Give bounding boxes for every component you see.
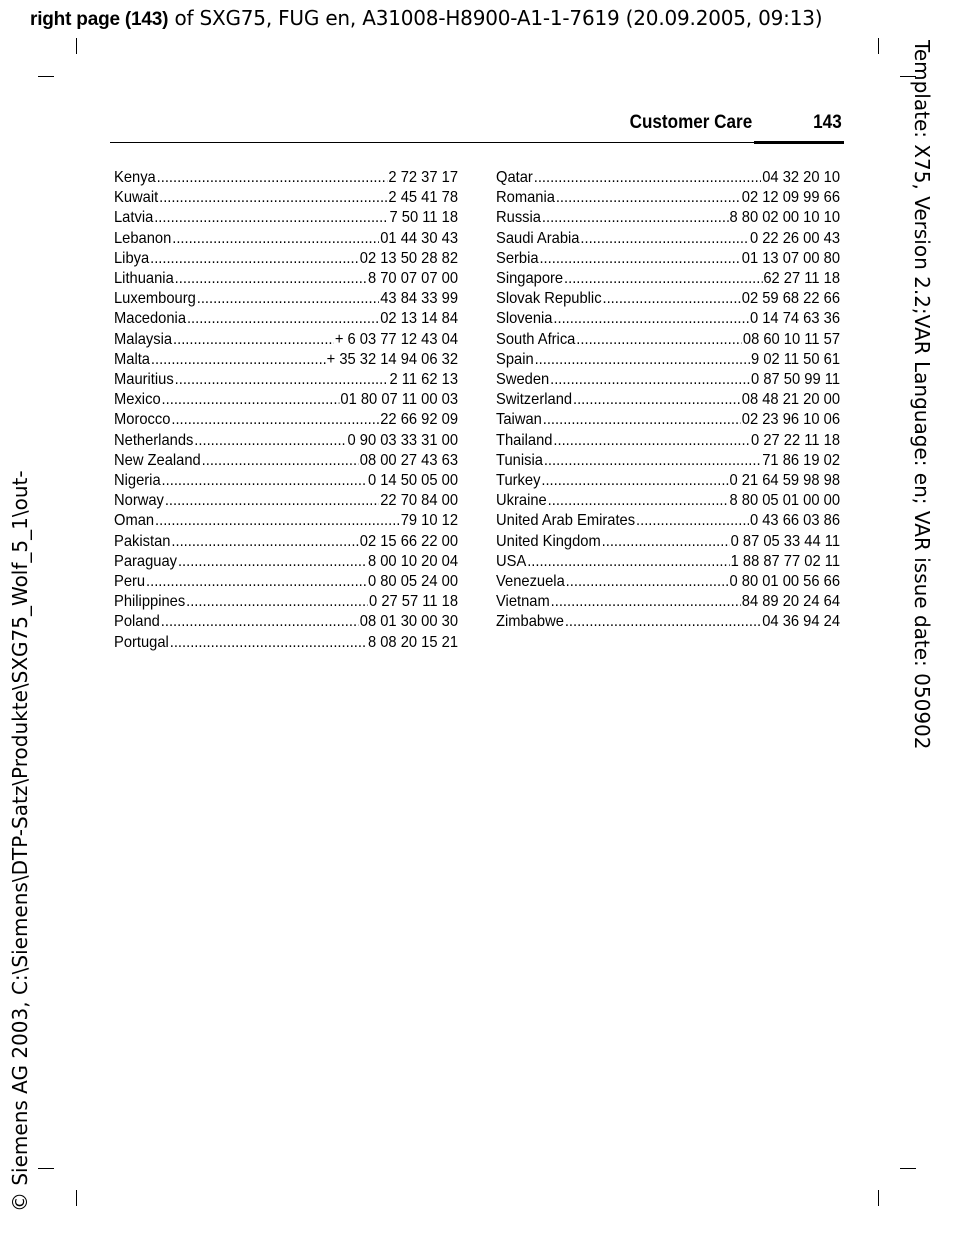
country-name: Paraguay [114, 552, 178, 570]
dot-leader [162, 390, 340, 410]
list-item [496, 491, 840, 511]
phone-number: 0 27 22 11 18 [751, 431, 841, 449]
phone-number: 43 84 33 99 [380, 290, 459, 308]
phone-number: 08 01 30 00 30 [359, 613, 459, 631]
dot-leader [541, 471, 728, 491]
list-item [114, 532, 458, 552]
country-name: Luxembourg [114, 290, 196, 308]
phone-number: 0 14 74 63 36 [749, 310, 841, 328]
country-name: South Africa [496, 330, 576, 348]
country-name: Kenya [114, 169, 156, 186]
page-number: 143 [813, 112, 842, 133]
list-item [496, 269, 840, 289]
dot-leader [202, 451, 359, 471]
country-name: New Zealand [114, 451, 201, 469]
phone-number: 84 89 20 24 64 [741, 593, 841, 611]
template-info-vertical: Template: X75, Version 2.2;VAR Language: en; VAR issue date: 050902 [910, 40, 934, 750]
crop-mark-bottom-right-vertical [878, 1190, 879, 1206]
list-item [114, 208, 458, 228]
country-name: Russia [496, 209, 541, 227]
country-name: Poland [114, 613, 160, 631]
phone-number: 0 21 64 59 98 98 [729, 472, 841, 490]
list-item [114, 491, 458, 511]
country-name: Philippines [114, 593, 186, 611]
phone-number: 02 13 50 28 82 [359, 249, 459, 267]
page-header [110, 108, 844, 146]
phone-number: + 6 03 77 12 43 04 [334, 330, 459, 348]
list-item [114, 552, 458, 572]
dot-leader [186, 592, 368, 612]
country-name: Malaysia [114, 330, 173, 348]
crop-mark-bottom-left-vertical [76, 1190, 77, 1206]
list-item [496, 350, 840, 370]
list-item [114, 633, 458, 653]
section-title: Customer Care [629, 112, 752, 133]
phone-number: 0 87 05 33 44 11 [730, 532, 841, 550]
dot-leader [161, 612, 359, 632]
list-item [496, 188, 840, 208]
country-name: Zimbabwe [496, 613, 564, 631]
list-item [496, 330, 840, 350]
country-name: Peru [114, 573, 146, 591]
phone-number: 04 36 94 24 [762, 613, 841, 631]
list-item [496, 168, 840, 188]
phone-number: 22 70 84 00 [380, 492, 459, 510]
dot-leader [197, 289, 380, 309]
dot-leader [565, 612, 761, 632]
list-item [496, 511, 840, 531]
list-item [496, 552, 840, 572]
phone-list-right-column [496, 168, 840, 633]
print-meta-page-ref: right page (143) [30, 9, 169, 30]
dot-leader [602, 532, 730, 552]
list-item [114, 451, 458, 471]
country-name: Serbia [496, 249, 539, 267]
country-name: Kuwait [114, 189, 159, 207]
country-name: Portugal [114, 633, 169, 651]
country-name: Mexico [114, 391, 161, 409]
country-name: Mauritius [114, 371, 174, 389]
country-name: Qatar [496, 169, 533, 186]
phone-number: 01 13 07 00 80 [741, 249, 841, 267]
dot-leader [566, 572, 729, 592]
list-item [496, 532, 840, 552]
country-name: Pakistan [114, 532, 171, 550]
list-item [496, 612, 840, 632]
country-name: Spain [496, 350, 534, 368]
list-item [114, 572, 458, 592]
dot-leader [542, 208, 729, 228]
dot-leader [159, 188, 387, 208]
dot-leader [573, 390, 741, 410]
country-name: USA [496, 552, 527, 570]
country-name: Netherlands [114, 431, 194, 449]
dot-leader [602, 289, 740, 309]
dot-leader [187, 309, 379, 329]
dot-leader [157, 168, 388, 188]
phone-number: + 35 32 14 94 06 32 [326, 350, 459, 368]
list-item [496, 289, 840, 309]
list-item [496, 229, 840, 249]
country-name: Macedonia [114, 310, 187, 328]
dot-leader [551, 592, 741, 612]
country-name: Venezuela [496, 573, 565, 591]
dot-leader [636, 511, 749, 531]
list-item [114, 390, 458, 410]
dot-leader [162, 471, 367, 491]
phone-number: 8 00 10 20 04 [367, 552, 459, 570]
dot-leader [155, 511, 400, 531]
list-item [114, 289, 458, 309]
list-item [114, 612, 458, 632]
dot-leader [170, 633, 367, 653]
list-item [496, 309, 840, 329]
phone-number: 0 27 57 11 18 [369, 593, 459, 611]
phone-number: 08 60 10 11 57 [742, 330, 841, 348]
crop-mark-bottom-right-horizontal [900, 1168, 916, 1169]
phone-number: 8 80 02 00 10 10 [729, 209, 841, 227]
list-item [114, 511, 458, 531]
copyright-path-vertical: © Siemens AG 2003, C:\Siemens\DTP-Satz\Produkte\SXG75_Wolf_5_1\out- [8, 470, 32, 1212]
dot-leader [556, 188, 741, 208]
phone-number: 8 08 20 15 21 [367, 633, 459, 651]
dot-leader [576, 330, 742, 350]
country-name: Sweden [496, 371, 550, 389]
country-name: Slovenia [496, 310, 553, 328]
country-name: Turkey [496, 472, 541, 490]
phone-number: 9 02 11 50 61 [751, 350, 841, 368]
phone-number: 01 80 07 11 00 03 [340, 391, 459, 409]
country-name: Malta [114, 350, 150, 368]
country-name: Vietnam [496, 593, 550, 611]
dot-leader [165, 491, 380, 511]
dot-leader [175, 269, 367, 289]
list-item [496, 471, 840, 491]
phone-number: 0 87 50 99 11 [751, 371, 841, 389]
country-name: Switzerland [496, 391, 573, 409]
country-name: Thailand [496, 431, 553, 449]
dot-leader [543, 410, 741, 430]
phone-number: 8 70 07 07 00 [367, 270, 459, 288]
dot-leader [146, 572, 367, 592]
phone-number: 0 14 50 05 00 [367, 472, 459, 490]
print-meta-details: of SXG75, FUG en, A31008-H8900-A1-1-7619 (20.09.2005, 09:13) [168, 6, 823, 30]
phone-number: 08 00 27 43 63 [359, 451, 459, 469]
phone-number: 62 27 11 18 [763, 270, 841, 288]
list-item [114, 370, 458, 390]
dot-leader [550, 370, 750, 390]
phone-number: 0 80 01 00 56 66 [729, 573, 841, 591]
country-name: Lithuania [114, 270, 174, 288]
country-name: Romania [496, 189, 555, 207]
country-name: Norway [114, 492, 164, 510]
list-item [496, 431, 840, 451]
phone-number: 71 86 19 02 [762, 451, 841, 469]
phone-number: 8 80 05 01 00 00 [729, 492, 841, 510]
phone-number: 2 11 62 13 [389, 371, 459, 389]
list-item [114, 471, 458, 491]
list-item [114, 309, 458, 329]
phone-list-left-column [114, 168, 458, 653]
list-item [496, 390, 840, 410]
dot-leader [178, 552, 367, 572]
phone-number: 0 22 26 00 43 [749, 229, 841, 247]
crop-mark-bottom-left-horizontal [38, 1168, 54, 1169]
phone-number: 2 45 41 78 [388, 189, 459, 207]
list-item [114, 431, 458, 451]
dot-leader [535, 350, 751, 370]
list-item [114, 188, 458, 208]
list-item [114, 350, 458, 370]
dot-leader [194, 431, 346, 451]
crop-mark-top-right-vertical [878, 38, 879, 54]
phone-number: 02 13 14 84 [380, 310, 459, 328]
list-item [114, 249, 458, 269]
country-name: Libya [114, 249, 150, 267]
crop-mark-top-left-horizontal [38, 76, 54, 77]
list-item [496, 249, 840, 269]
list-item [114, 330, 458, 350]
dot-leader [539, 249, 740, 269]
country-name: Lebanon [114, 229, 172, 247]
phone-number: 02 23 96 10 06 [741, 411, 841, 429]
country-name: Latvia [114, 209, 154, 227]
phone-number: 2 72 37 17 [388, 169, 459, 186]
phone-number: 0 90 03 33 31 00 [347, 431, 459, 449]
dot-leader [171, 532, 358, 552]
phone-number: 1 88 87 77 02 11 [730, 552, 841, 570]
country-name: Taiwan [496, 411, 542, 429]
dot-leader [175, 370, 389, 390]
list-item [496, 410, 840, 430]
header-rule-accent [754, 141, 844, 144]
country-name: Ukraine [496, 492, 547, 510]
dot-leader [171, 410, 379, 430]
list-item [496, 370, 840, 390]
phone-number: 79 10 12 [400, 512, 459, 530]
phone-number: 0 43 66 03 86 [749, 512, 841, 530]
phone-number: 04 32 20 10 [762, 169, 841, 186]
dot-leader [150, 249, 359, 269]
phone-number: 02 15 66 22 00 [359, 532, 459, 550]
print-meta-line [30, 6, 822, 31]
phone-number: 7 50 11 18 [389, 209, 459, 227]
list-item [496, 592, 840, 612]
country-name: Tunisia [496, 451, 543, 469]
dot-leader [172, 229, 379, 249]
dot-leader [564, 269, 762, 289]
country-name: Saudi Arabia [496, 229, 580, 247]
dot-leader [534, 168, 762, 188]
country-name: Nigeria [114, 472, 161, 490]
dot-leader [553, 431, 750, 451]
country-name: Morocco [114, 411, 171, 429]
phone-number: 0 80 05 24 00 [367, 573, 459, 591]
list-item [496, 572, 840, 592]
country-name: Oman [114, 512, 155, 530]
country-name: United Arab Emirates [496, 512, 636, 530]
dot-leader [527, 552, 729, 572]
country-name: United Kingdom [496, 532, 601, 550]
list-item [114, 229, 458, 249]
list-item [114, 269, 458, 289]
phone-number: 08 48 21 20 00 [741, 391, 841, 409]
header-rule [110, 142, 844, 143]
phone-number: 22 66 92 09 [380, 411, 459, 429]
phone-number: 01 44 30 43 [380, 229, 459, 247]
list-item [114, 592, 458, 612]
dot-leader [173, 330, 334, 350]
dot-leader [580, 229, 749, 249]
list-item [496, 208, 840, 228]
phone-number: 02 12 09 99 66 [741, 189, 841, 207]
crop-mark-top-left-vertical [76, 38, 77, 54]
list-item [114, 168, 458, 188]
country-name: Slovak Republic [496, 290, 602, 308]
dot-leader [548, 491, 729, 511]
list-item [496, 451, 840, 471]
phone-number: 02 59 68 22 66 [741, 290, 841, 308]
dot-leader [544, 451, 761, 471]
dot-leader [154, 208, 388, 228]
list-item [114, 410, 458, 430]
country-name: Singapore [496, 270, 564, 288]
dot-leader [553, 309, 749, 329]
dot-leader [151, 350, 326, 370]
